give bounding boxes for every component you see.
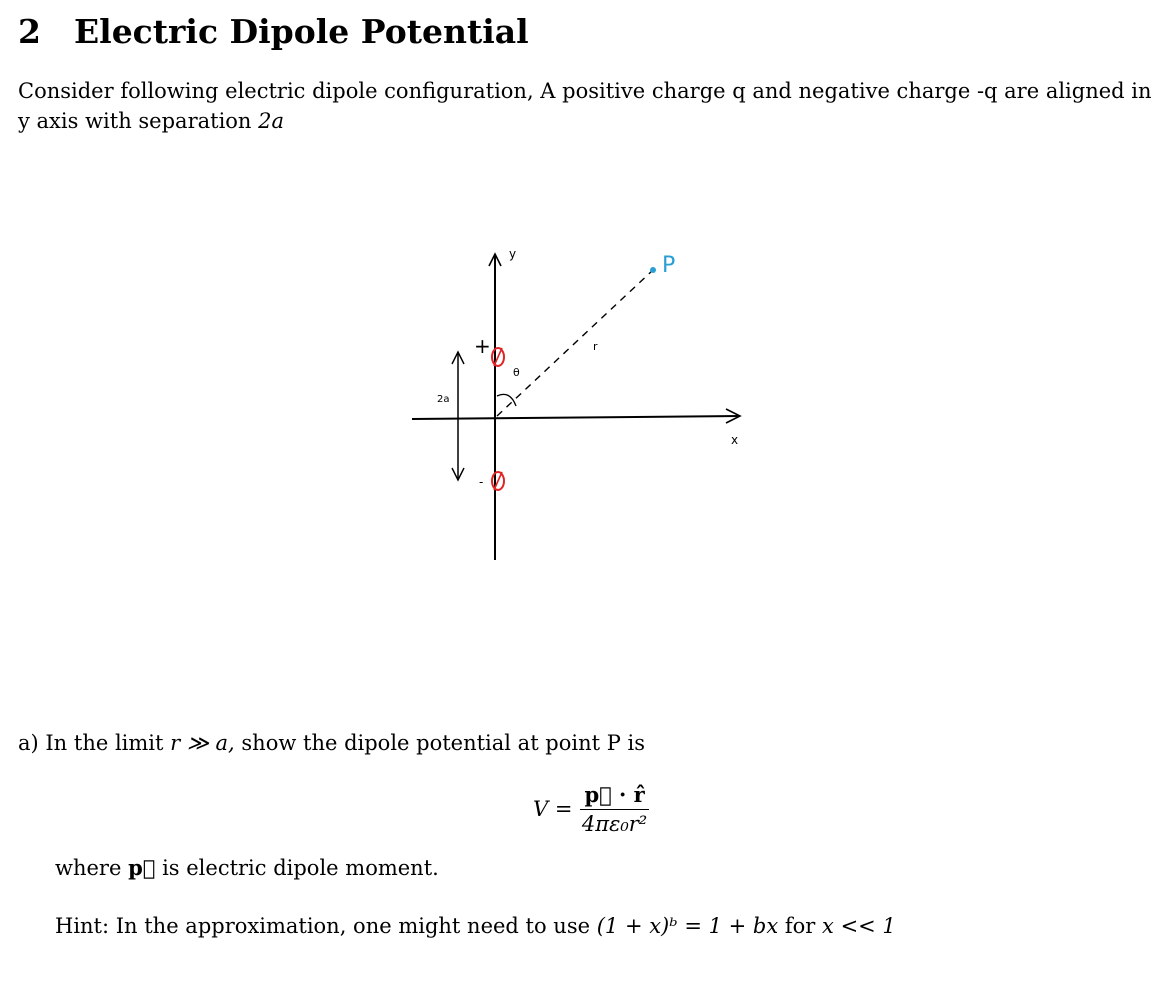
- x-axis: [412, 416, 740, 419]
- separation-label: 2a: [437, 394, 450, 405]
- part-a-prompt: [18, 731, 645, 755]
- part-a-condition: r ≫ a,: [170, 731, 235, 755]
- section-number: 2: [18, 12, 41, 51]
- dipole-moment-symbol: p⃗: [128, 855, 156, 880]
- r-label: r: [593, 340, 598, 353]
- dipole-diagram-svg: [400, 240, 780, 570]
- equation-lhs: V =: [533, 797, 573, 821]
- minus-sign: -: [479, 475, 484, 489]
- where-clause: [55, 855, 439, 880]
- potential-equation: [533, 782, 649, 836]
- point-p-dot: [650, 267, 656, 273]
- section-title-text: Electric Dipole Potential: [74, 12, 529, 51]
- r-dashed-line: [497, 270, 653, 416]
- part-a-prefix: a) In the limit: [18, 731, 164, 755]
- equation-denominator: 4πε₀r²: [581, 812, 648, 836]
- plus-sign: +: [474, 334, 491, 358]
- section-title: [18, 12, 529, 51]
- hint: [55, 914, 896, 938]
- y-axis-label: y: [509, 247, 517, 261]
- equation-fraction: [580, 782, 648, 836]
- point-p-label: P: [662, 253, 676, 278]
- hint-formula: (1 + x)ᵇ = 1 + bx: [596, 914, 779, 938]
- x-axis-label: x: [731, 433, 739, 447]
- theta-arc: [497, 394, 516, 406]
- intro-separation: 2a: [258, 109, 285, 133]
- theta-label: θ: [513, 366, 520, 379]
- intro-paragraph: [18, 76, 1168, 136]
- hint-condition: x << 1: [822, 914, 896, 938]
- hint-prefix: Hint: In the approximation, one might need to use: [55, 914, 591, 938]
- hint-mid: for: [784, 914, 816, 938]
- where-suffix: is electric dipole moment.: [162, 856, 439, 880]
- equation-numerator: p⃗ · r̂: [580, 782, 648, 810]
- dipole-diagram: [400, 240, 780, 570]
- where-prefix: where: [55, 856, 122, 880]
- part-a-suffix: show the dipole potential at point P is: [241, 731, 646, 755]
- intro-text: Consider following electric dipole configuration, A positive charge q and negative charge -q are aligned in y axis with separation: [18, 79, 1152, 133]
